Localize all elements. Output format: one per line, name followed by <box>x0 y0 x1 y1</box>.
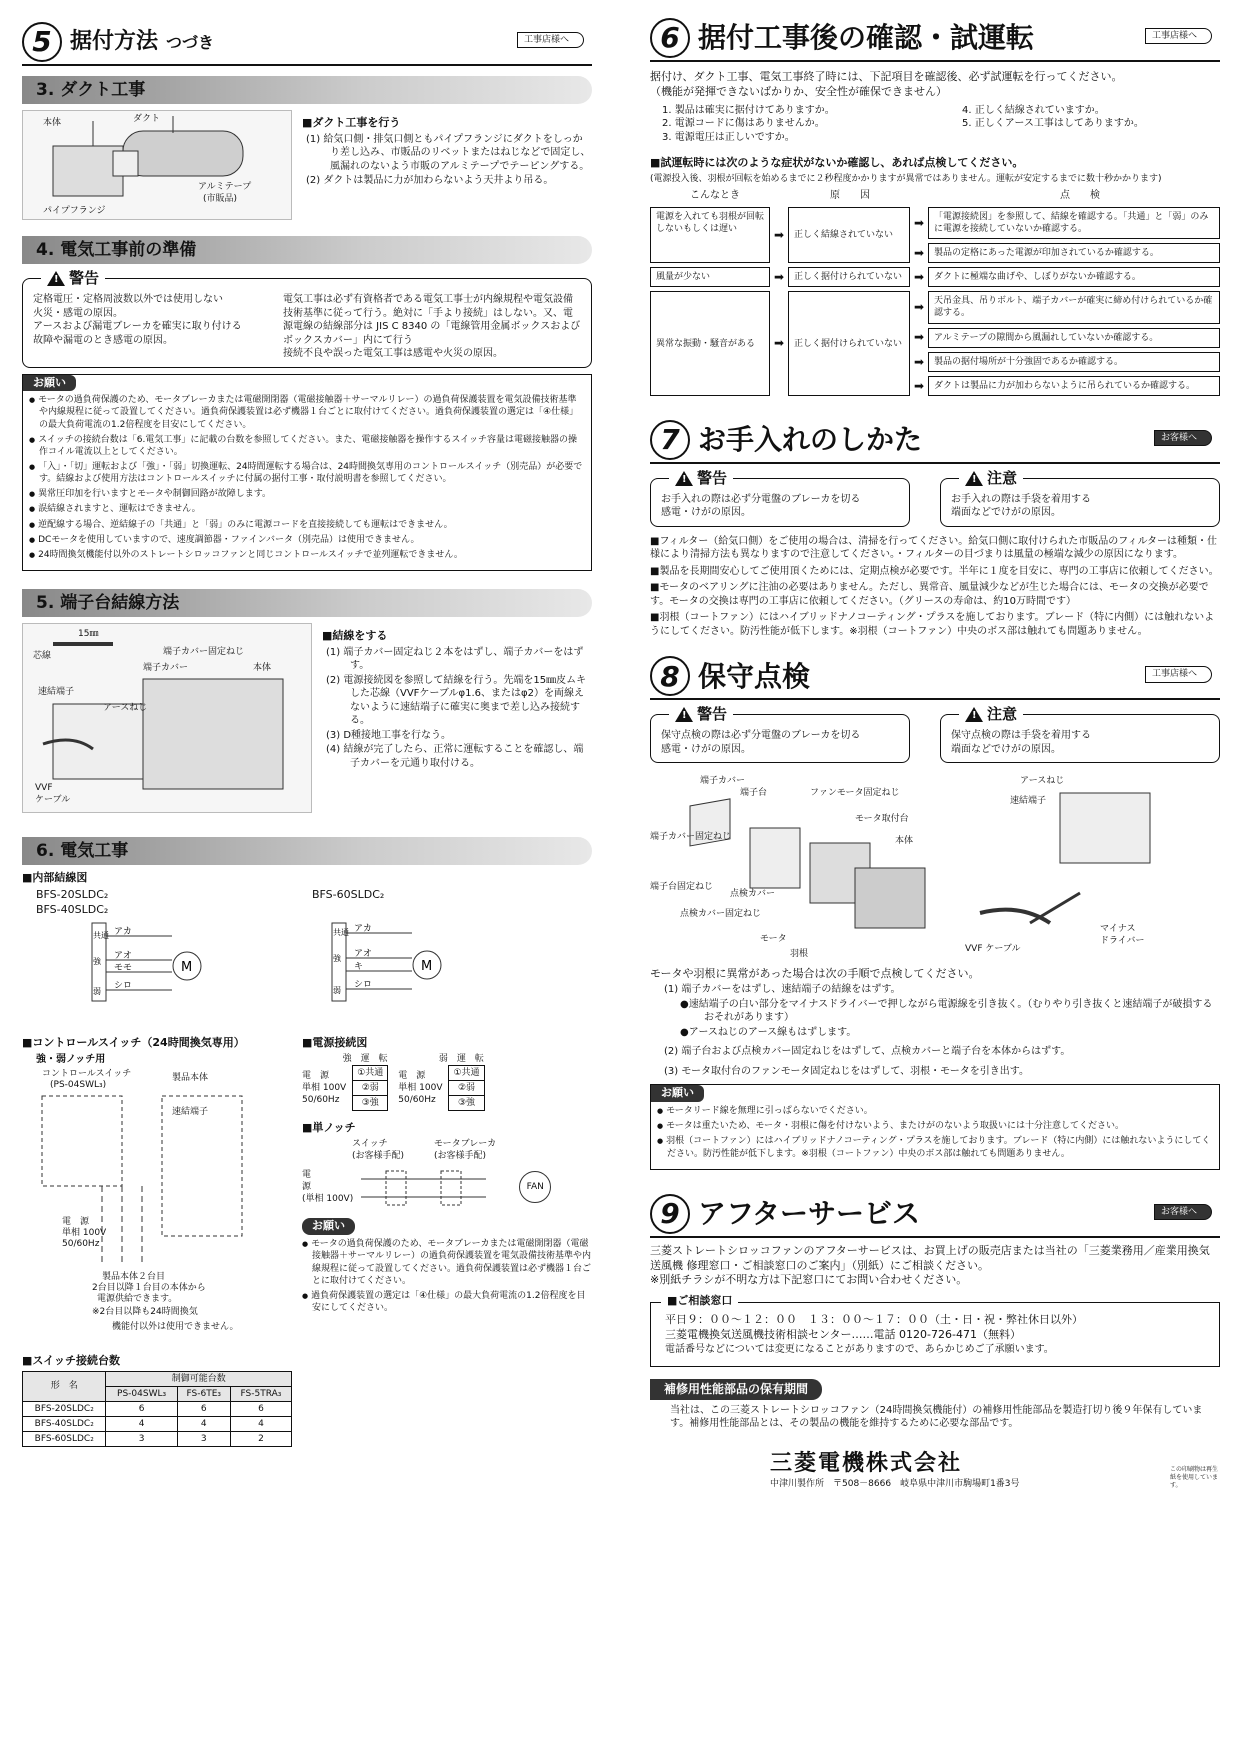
audience-tag: お客様へ <box>1154 1204 1212 1220</box>
single-notch-heading: ■単ノッチ <box>302 1121 356 1135</box>
terminal-label: 強 <box>93 956 101 966</box>
trouble-heading: ■試運転時には次のような症状がないか確認し、あれば点検してください。 <box>650 156 1024 170</box>
intro-text: （機能が発揮できないばかりか、安全性が確保できません） <box>650 84 947 98</box>
parts-period-text: 当社は、この三菱ストレートシロッコファン（24時間換気機能付）の補修用性能部品を製造打切り後９年保有しています。補修用性能部品とは、その製品の機能を維持するために必要な部品です。 <box>670 1404 1203 1430</box>
check: 製品の据付場所が十分強固であるか確認する。 <box>928 352 1220 372</box>
section-title: お手入れのしかた <box>698 423 923 457</box>
cause: 正しく据付けられていない <box>788 291 910 396</box>
strong-operation <box>302 1053 388 1112</box>
note-text: 電源供給できます。 <box>97 1294 178 1305</box>
care-item: ■製品を長期間安心してご使用頂くためには、定期点検が必要です。半年に１度を目安に、専門の工事店に依頼してください。 <box>650 565 1219 577</box>
company-address: 中津川製作所 〒508－8666 岐阜県中津川市駒場町1番3号 <box>770 1479 1020 1490</box>
caution-text: 端面などでけがの原因。 <box>951 507 1061 519</box>
wiring-diagram-1 <box>22 888 282 1008</box>
label-earth: アースねじ <box>103 703 148 714</box>
check-item: 2. 電源コードに傷はありませんか。 <box>662 118 825 130</box>
warning-text: 定格電圧・定格周波数以外では使用しない <box>33 294 223 305</box>
note-item: ● 誤結線されますと、運転はできません。 <box>29 503 585 515</box>
note-item: ● スイッチの接続台数は「6.電気工事」に記載の台数を参照してください。また、電磁接触器を操作するスイッチ容量は電磁接触器の操作コイル電流以上としてください。 <box>29 434 585 458</box>
model-name: BFS-60SLDC₂ <box>312 887 385 901</box>
check-item: 3. 電源電圧は正しいですか。 <box>662 131 795 143</box>
inspection-step: ●速結端子の白い部分をマイナスドライバーで押しながら電源線を引き抜く。（むりやり引き抜くと速結端子が破損するおそれがあります） <box>680 998 1213 1024</box>
warning-box <box>650 705 910 763</box>
duct-figure <box>22 110 292 220</box>
terminal-1: ①共通 <box>353 1065 388 1080</box>
label-power: 電 源 <box>62 1217 90 1228</box>
fan-symbol: FAN <box>519 1171 551 1203</box>
label-cover: 端子カバー <box>143 663 189 674</box>
inspection-step: (1) 端子カバーをはずし、速結端子の結線をはずす。 <box>664 984 901 996</box>
label-body: 本体 <box>43 118 62 128</box>
warning-text: アースおよび漏電ブレーカを確実に取り付ける <box>33 321 242 332</box>
weak-operation <box>398 1053 484 1112</box>
terminal-label: 共通 <box>333 927 349 937</box>
warning-box <box>22 269 592 368</box>
audience-tag: 工事店様へ <box>517 32 584 48</box>
power-diagram-heading: ■電源接続図 <box>302 1035 368 1049</box>
section-title: 据付方法 つづき <box>70 29 215 55</box>
terminal-step: (1) 端子カバー固定ねじ２本をはずし、端子カバーをはずす。 <box>326 646 584 672</box>
model-name: BFS-20SLDC₂ <box>36 887 109 901</box>
terminal-label: 共通 <box>93 930 109 940</box>
term-bar: 5. 端子台結線方法 <box>22 589 592 617</box>
terminal-label: 弱 <box>93 986 101 996</box>
label-switch-model: (PS-04SWL₃) <box>50 1080 107 1091</box>
table-header: FS-6TE₃ <box>177 1386 230 1401</box>
single-notch-svg <box>361 1167 511 1207</box>
switch-count-heading: ■スイッチ接続台数 <box>22 1353 120 1367</box>
label-voltage: 単相 100V <box>398 1083 443 1093</box>
col-header: 原 因 <box>830 190 870 202</box>
inner-wiring-heading: ■内部結線図 <box>22 871 88 885</box>
cause: 正しく据付けられていない <box>788 267 910 287</box>
contact-heading: ■ご相談窓口 <box>661 1294 738 1309</box>
terminal-figure <box>22 623 312 813</box>
label-connector: 速結端子 <box>38 687 75 698</box>
caution-box <box>940 705 1220 763</box>
after-service-note: ※別紙チラシが不明な方は下記窓口にてお問い合わせください。 <box>650 1273 968 1287</box>
label-minus: マイナス <box>1100 924 1136 935</box>
symptom: 電源を入れても羽根が回転しないもしくは遅い <box>650 207 770 263</box>
wire-color: アオ <box>114 950 132 961</box>
wiring-diagram-2 <box>312 888 572 1008</box>
caution-text: 保守点検の際は手袋を着用する <box>951 730 1091 742</box>
note-item: ● 過負荷保護装置の選定は「④仕様」の最大負荷電流の1.2倍程度を目安にしてください。 <box>302 1290 592 1314</box>
warning-icon <box>47 271 65 286</box>
parts-period-label: 補修用性能部品の保有期間 <box>650 1379 822 1399</box>
warning-text: 接続不良や誤った電気工事は感電や火災の原因。 <box>283 348 503 359</box>
label-power: 電 源 <box>398 1070 426 1081</box>
wiring-svg-1 <box>22 918 282 1008</box>
label-mm: 15㎜ <box>78 629 99 640</box>
motor-symbol: M <box>181 959 193 975</box>
check-item: 4. 正しく結線されていますか。 <box>962 104 1105 116</box>
terminal-2: ②弱 <box>449 1081 484 1096</box>
label-power: 源 <box>302 1182 312 1193</box>
wire-color: アオ <box>354 948 372 959</box>
caution-text: 端面などでけがの原因。 <box>951 743 1061 755</box>
inspection-step: ●アースねじのアース線もはずします。 <box>680 1026 857 1038</box>
symptom: 風量が少ない <box>650 267 770 287</box>
note-item: ● モータは重たいため、モータ・羽根に傷を付けないよう、またけがのないよう取扱いには十分注意してください。 <box>657 1120 1213 1132</box>
label-cable: ケーブル <box>35 795 71 806</box>
label-control-switch: コントロールスイッチ <box>42 1069 132 1080</box>
pre-bar: 4. 電気工事前の準備 <box>22 236 592 264</box>
duct-bar: 3. ダクト工事 <box>22 76 592 104</box>
table-header: 制御可能台数 <box>106 1371 292 1386</box>
terminal-3: ③強 <box>353 1096 388 1111</box>
note-item: ● DCモータを使用していますので、速度調節器・ファインバータ（別売品）は使用できません。 <box>29 534 585 546</box>
label-customer: (お客様手配) <box>434 1151 487 1162</box>
label-product-body: 製品本体 <box>172 1073 209 1084</box>
section-title: アフターサービス <box>698 1196 921 1230</box>
connector-figure <box>960 773 1220 963</box>
label-tb-screw: 端子台固定ねじ <box>650 882 714 893</box>
label-frequency: 50/60Hz <box>62 1239 100 1250</box>
label-voltage: (単相 100V) <box>302 1194 354 1205</box>
warning-label: 警告 <box>697 705 728 724</box>
label-power: 電 <box>302 1170 312 1181</box>
label-core: 芯線 <box>33 651 52 662</box>
check: 天吊金具、吊りボルト、端子カバーが確実に締め付けられているか確認する。 <box>928 291 1220 323</box>
contact-box <box>650 1294 1220 1367</box>
left-column <box>22 0 592 1447</box>
contact-hours: 平日９：００～１２：００ １３：００～１７：００（土・日・祝・弊社休日以外） <box>665 1313 1083 1327</box>
section-number: 5 <box>22 22 62 62</box>
terminal-2: ②弱 <box>353 1081 388 1096</box>
caution-text: お手入れの際は手袋を着用する <box>951 493 1091 505</box>
section-number: 8 <box>650 656 690 696</box>
control-switch-area <box>22 1030 292 1333</box>
label-voltage: 単相 100V <box>302 1083 347 1093</box>
section-number: 6 <box>650 18 690 58</box>
terminal-label: 弱 <box>333 985 341 995</box>
label-motor: モータ <box>760 934 787 945</box>
note-item: ● 「入」・「切」運転および「強」・「弱」切換運転、24時間運転する場合は、24時間換気専用のコントロールスイッチ（別売品）が必要です。結線および使用方法はコントロールスイッチに付属の据付工事・取付説明書を参照してください。 <box>29 461 585 485</box>
control-switch-sub: 強・弱ノッチ用 <box>36 1053 106 1065</box>
label-inspection-cover: 点検カバー <box>730 889 776 900</box>
check: ダクトは製品に力が加わらないように吊られているか確認する。 <box>928 376 1220 396</box>
care-item: ■羽根（コートファン）にはハイブリッドナノコーティング・プラスを施しております。ブレード（特に内側）には触れないようにしてください。防汚性能が低下します。※羽根（コートファン）中央のボス部は触れても問題ありません。 <box>650 612 1215 637</box>
section-title: 保守点検 <box>698 659 811 693</box>
terminal-3: ③強 <box>449 1096 484 1111</box>
label-vvf: VVF <box>35 783 53 794</box>
terminal-step: (4) 結線が完了したら、正常に運転することを確認し、端子カバーを元通り取付ける。 <box>326 744 584 769</box>
table-row: BFS-20SLDC₂ 6 6 6 <box>23 1402 292 1417</box>
contact-center: 三菱電機換気送風機技術相談センター……電話 0120-726-471（無料） <box>665 1328 1021 1342</box>
control-switch-heading: ■コントロールスイッチ（24時間換気専用） <box>22 1035 245 1049</box>
maintenance-svg <box>650 773 950 963</box>
warning-label: 警告 <box>697 468 728 487</box>
caution-box <box>940 468 1220 527</box>
notes-box <box>650 1084 1220 1169</box>
control-switch-figure <box>22 1066 292 1321</box>
note-text: 機能付以外は使用できません。 <box>112 1322 239 1333</box>
note-item: ● 羽根（コートファン）にはハイブリッドナノコーティング・プラスを施しております。ブレード（特に内側）には触れないようにしてください。防汚性能が低下します。※羽根（コートファン）中央のボス部は触れても問題ありません。 <box>657 1135 1213 1159</box>
inspection-step: (3) モータ取付台のファンモータ固定ねじをはずして、羽根・モータを引き出す。 <box>664 1065 1029 1077</box>
label-tape: アルミテープ <box>198 182 252 192</box>
label-breaker: モータブレーカ <box>434 1139 497 1150</box>
label-motor-mount: モータ取付台 <box>855 814 909 825</box>
warning-text: お手入れの際は必ず分電盤のブレーカを切る <box>661 493 861 505</box>
note-item: ● モータの過負荷保護のため、モータブレーカまたは電磁開閉器（電磁接触器＋サーマルリレー）の過負荷保護装置を電気設備技術基準や内線規程に従って設置してください。過負荷保護装置は必ず機器１台ごとに取付けてください。過負荷保護装置の選定は「④仕様」の最大負荷電流の1.2倍程度を目安にしてください。 <box>29 394 585 430</box>
recycle-note: この印刷物は再生紙を使用しています。 <box>1170 1466 1219 1490</box>
wire-color: アカ <box>354 923 372 934</box>
inspection-step: (2) 端子台および点検カバー固定ねじをはずして、点検カバーと端子台を本体からはずす。 <box>664 1046 1071 1058</box>
duct-heading: ■ダクト工事を行う <box>302 116 401 129</box>
note-item: ● 24時間換気機能付以外のストレートシロッコファンと同じコントロールスイッチで並列運転できません。 <box>29 549 585 561</box>
note-text: ※2台目以降も24時間換気 <box>92 1307 198 1318</box>
table-row: BFS-60SLDC₂ 3 3 2 <box>23 1432 292 1447</box>
check: 製品の定格にあった電源が印加されているか確認する。 <box>928 243 1220 263</box>
warning-text: 火災・感電の原因。 <box>33 307 123 319</box>
section-number: 7 <box>650 420 690 460</box>
label-body: 本体 <box>895 836 914 847</box>
care-item: ■フィルター（給気口側）をご使用の場合は、清掃を行ってください。給気口側に取付けられた市販品のフィルターは種類・仕様により清掃方法も異なりますので注意してください。・フィルターの目づまりは風量の極端な減少の原因になります。 <box>650 535 1218 561</box>
warning-box <box>650 468 910 527</box>
notes-label: お願い <box>651 1085 704 1102</box>
label-flange: パイプフランジ <box>43 206 106 216</box>
care-item: ■モータのベアリングに注油の必要はありません。ただし、異常音、風量減少などが生じた場合には、モータの交換が必要です。モータの交換は専門の工事店に依頼してください。（グリースの寿命は、約10万時間です） <box>650 582 1209 607</box>
check: 「電源接続図」を参照して、結線を確認する。「共通」と「弱」のみに電源を接続していないか確認する。 <box>928 207 1220 239</box>
label-switch: スイッチ <box>352 1139 388 1150</box>
label-connector: 速結端子 <box>1010 796 1047 807</box>
section-5-header <box>22 18 592 66</box>
label-vvf: VVF ケーブル <box>965 944 1021 955</box>
company-name: 三菱電機株式会社 <box>770 1450 963 1476</box>
cause: 正しく結線されていない <box>788 207 910 263</box>
label-voltage: 単相 100V <box>62 1228 107 1239</box>
notes-label: お願い <box>23 375 76 392</box>
terminal-heading: ■結線をする <box>322 629 388 643</box>
caution-icon <box>965 707 983 722</box>
right-column <box>650 0 1220 1490</box>
check: ダクトに極端な曲げや、しぼりがないか確認する。 <box>928 267 1220 287</box>
note-item: ● モータリード線を無理に引っぱらないでください。 <box>657 1105 1213 1117</box>
warning-icon <box>675 707 693 722</box>
section-title: 据付工事後の確認・試運転 <box>698 21 1035 55</box>
check-item: 1. 製品は確実に据付けてありますか。 <box>662 104 835 116</box>
maintenance-figure <box>650 773 950 963</box>
label-body: 本体 <box>253 663 272 674</box>
warning-text: 故障や漏電のとき感電の原因。 <box>33 334 173 346</box>
label-customer: (お客様手配) <box>352 1151 405 1162</box>
warning-text: 電気工事は必ず有資格者である電気工事士が内線規程や電気設備技術基準に従って行う。絶対に「手より接続」はしない。又、電源電線の結線部分は JIS C 8340 の「電線管用金属ボックスおよびボックスカバー」内にて行う <box>283 294 581 346</box>
label-fan-motor-screw: ファンモータ固定ねじ <box>810 788 900 799</box>
label-driver: ドライバー <box>1100 936 1145 947</box>
table-row: BFS-40SLDC₂ 4 4 4 <box>23 1417 292 1432</box>
terminal-step: (2) 電源接続図を参照して結線を行う。先端を15㎜皮ムキした芯線（VVFケーブルφ1.6、またはφ2）を両線えないように速結端子に確実に奥まで差し込み接続する。 <box>326 674 587 727</box>
label-frequency: 50/60Hz <box>398 1095 436 1106</box>
operation-label: 弱 運 転 <box>438 1053 484 1064</box>
wire-color: キ <box>354 961 364 972</box>
label-cover: 端子カバー <box>700 776 746 787</box>
symptom: 異常な振動・騒音がある <box>650 291 770 396</box>
audience-tag: 工事店様へ <box>1145 28 1212 44</box>
label-screw: 端子カバー固定ねじ <box>163 647 245 658</box>
section-7-header <box>650 416 1220 464</box>
label-blade: 羽根 <box>790 949 809 960</box>
warning-label: ! 警告 <box>41 268 105 288</box>
label-duct: ダクト <box>133 114 161 124</box>
note-item: ● モータの過負荷保護のため、モータブレーカまたは電磁開閉器（電磁接触器＋サーマルリレー）の過負荷保護装置を電気設備技術基準や内線規程に従って設置してください。過負荷保護装置は必ず機器１台ごとに取付けてください。 <box>302 1238 592 1287</box>
wire-color: アカ <box>114 926 132 937</box>
section-6-header <box>650 14 1220 62</box>
caution-label: 注意 <box>987 705 1018 724</box>
after-service-text: 三菱ストレートシロッコファンのアフターサービスは、お買上げの販売店または当社の「三菱業務用／産業用換気送風機 修理窓口・ご相談窓口のご案内」（別紙）にご相談ください。 <box>650 1243 1210 1272</box>
section-number: 9 <box>650 1194 690 1234</box>
label-connector: 速結端子 <box>172 1107 209 1118</box>
col-header: こんなとき <box>690 190 740 202</box>
inspection-heading: モータや羽根に異常があった場合は次の手順で点検してください。 <box>650 967 980 981</box>
note-text: 2台目以降１台目の本体から <box>92 1283 206 1294</box>
audience-tag: 工事店様へ <box>1145 666 1212 682</box>
label-frequency: 50/60Hz <box>302 1095 340 1106</box>
note-item: ● 逆配線する場合、逆結線子の「共通」と「弱」のみに電源コードを直接接続しても運転はできません。 <box>29 519 585 531</box>
label-earth: アースねじ <box>1020 776 1065 787</box>
wiring-svg-2 <box>312 903 572 1008</box>
trouble-note: (電源投入後、羽根が回転を始めるまでに２秒程度かかりますが異常ではありません。運転が安定するまでに数十秒かかります) <box>650 174 1162 185</box>
motor-symbol: M <box>421 958 433 974</box>
note-item: ● 異常圧印加を行いますとモータや制御回路が故障します。 <box>29 488 585 500</box>
duct-step: (1) 給気口側・排気口側ともパイプフランジにダクトをしっかり差し込み、市販品のリベットまたはねじなどで固定し、風漏れのないよう市販のアルミテープでテーピングする。 <box>306 133 591 172</box>
wire-color: モモ <box>114 962 133 973</box>
elec-bar: 6. 電気工事 <box>22 837 592 865</box>
label-tape-note: (市販品) <box>203 194 238 204</box>
warning-text: 感電・けがの原因。 <box>661 743 751 755</box>
operation-label: 強 運 転 <box>342 1053 388 1064</box>
audience-tag: お客様へ <box>1154 430 1212 446</box>
caution-icon <box>965 471 983 486</box>
caution-label: 注意 <box>987 468 1018 487</box>
terminal-1: ①共通 <box>449 1065 484 1080</box>
label-terminal-block: 端子台 <box>740 788 768 799</box>
label-cover-screw: 端子カバー固定ねじ <box>650 832 732 843</box>
wire-color: シロ <box>354 979 373 990</box>
warning-text: 保守点検の際は必ず分電盤のブレーカを切る <box>661 730 861 742</box>
section-8-header <box>650 652 1220 700</box>
notes-label: お願い <box>302 1218 355 1235</box>
label-inspection-screw: 点検カバー固定ねじ <box>680 909 762 920</box>
note-text: 製品本体２台目 <box>102 1272 166 1283</box>
switch-count-table <box>22 1371 292 1448</box>
duct-step: (2) ダクトは製品に力が加わらないよう天井より吊る。 <box>306 175 554 187</box>
table-header: FS-5TRA₃ <box>230 1386 291 1401</box>
warning-text: 感電・けがの原因。 <box>661 507 751 519</box>
section-9-header <box>650 1190 1220 1238</box>
check-item: 5. 正しくアース工事はしてありますか。 <box>962 118 1144 130</box>
notes-box <box>22 374 592 572</box>
power-connection-area <box>302 1030 592 1330</box>
terminal-label: 強 <box>333 953 341 963</box>
connector-svg <box>960 773 1210 963</box>
warning-icon <box>675 471 693 486</box>
check: アルミテープの隙間から風漏れしていないか確認する。 <box>928 328 1220 348</box>
col-header: 点 検 <box>1060 190 1100 202</box>
table-header: PS-04SWL₃ <box>106 1386 177 1401</box>
label-power: 電 源 <box>302 1070 330 1081</box>
trouble-table: 電源を入れても羽根が回転しないもしくは遅い ➡ 正しく結線されていない ➡ 「電源接続図」を参照して、結線を確認する。「共通」と「弱」のみに電源を接続していないか確認する。 ➡ 製品の定格にあった電源が印加されているか確認する。 風量が少ない ➡ 正しく据付けられていない ➡ ダクトに極端な曲げや、しぼりがないか確認する。 異常な振動・騒音がある ➡ 正しく据付けられていない ➡ 天吊金具、吊りボルト、端子カバーが確実に締め付けられているか確認する。 ➡ アルミテープの隙間から風漏れしていないか確認する。 ➡ 製品の据付場所が十分強固であるか確認する。 ➡ ダクトは製品に力が加わらないように吊られているか確認する。 <box>650 207 1220 396</box>
table-header: 形 名 <box>23 1371 106 1401</box>
contact-notice: 電話番号などについては変更になることがありますので、あらかじめご了承願います。 <box>665 1343 1054 1355</box>
wire-color: シロ <box>114 980 133 991</box>
model-name: BFS-40SLDC₂ <box>36 902 109 916</box>
intro-text: 据付け、ダクト工事、電気工事終了時には、下記項目を確認後、必ず試運転を行ってください。 <box>650 70 1123 83</box>
terminal-step: (3) D種接地工事を行なう。 <box>326 729 452 741</box>
